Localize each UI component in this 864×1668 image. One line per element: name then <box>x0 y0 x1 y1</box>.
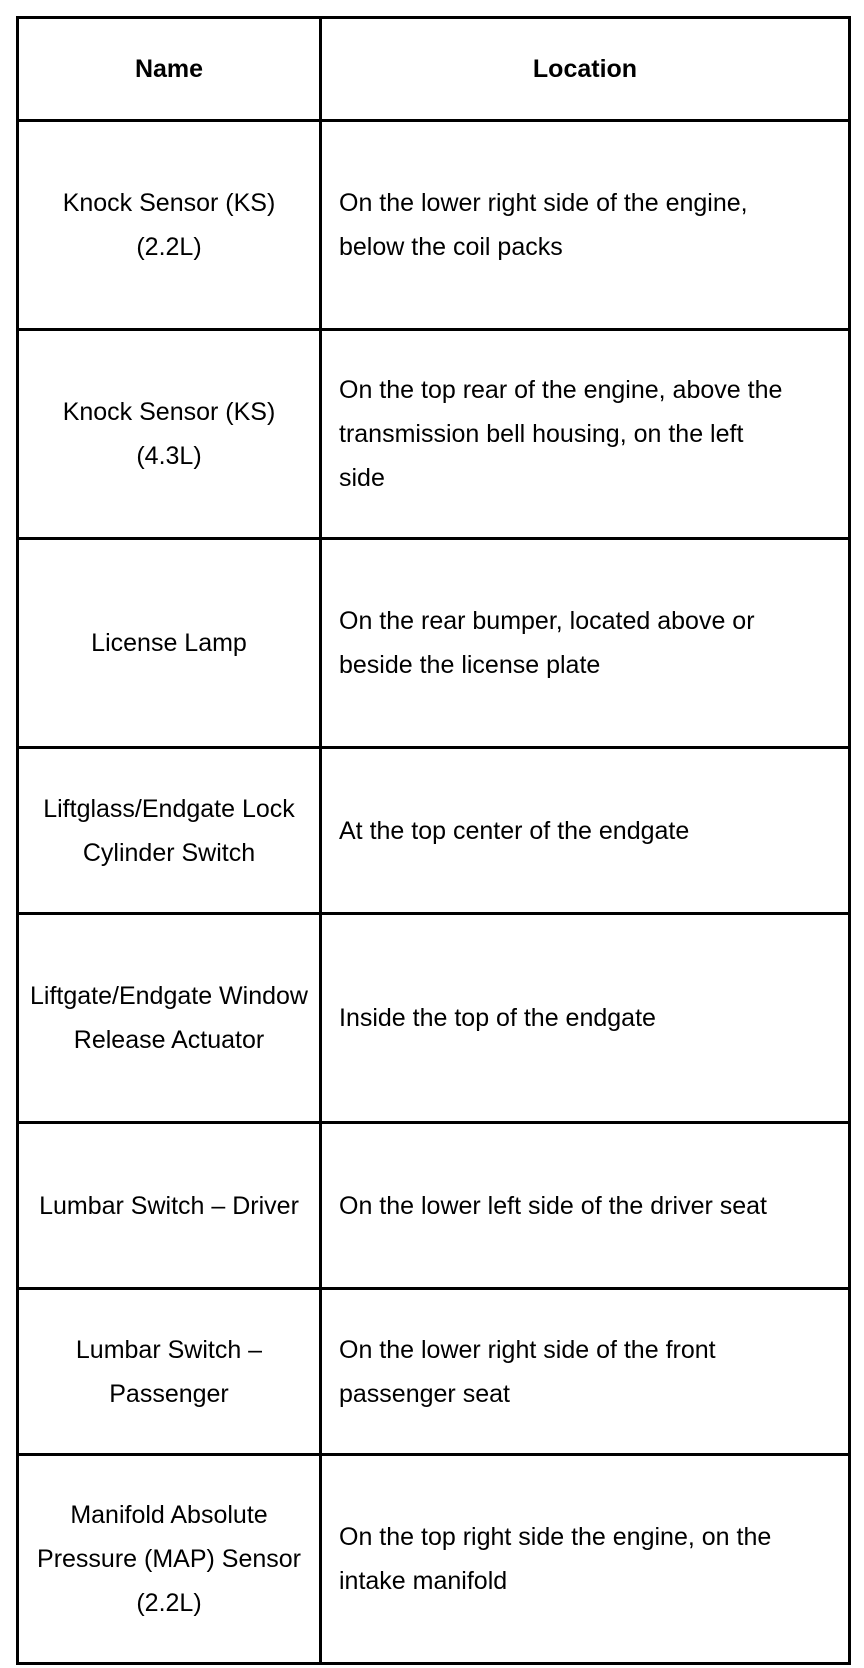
component-name: Knock Sensor (KS) (2.2L) <box>18 121 321 330</box>
component-location: On the top rear of the engine, above the transmission bell housing, on the left side <box>321 330 850 539</box>
header-name: Name <box>18 18 321 121</box>
component-location-table-container <box>16 16 848 1665</box>
table-row <box>18 748 850 914</box>
component-name: Manifold Absolute Pressure (MAP) Sensor (2.2L) <box>18 1455 321 1664</box>
component-name: Knock Sensor (KS) (4.3L) <box>18 330 321 539</box>
component-name: Liftglass/Endgate Lock Cylinder Switch <box>18 748 321 914</box>
component-location: On the lower left side of the driver seat <box>321 1123 850 1289</box>
component-name: Liftgate/Endgate Window Release Actuator <box>18 914 321 1123</box>
table-row <box>18 1123 850 1289</box>
component-location: On the rear bumper, located above or beside the license plate <box>321 539 850 748</box>
table-row <box>18 1455 850 1664</box>
component-location: At the top center of the endgate <box>321 748 850 914</box>
table-row <box>18 330 850 539</box>
header-location: Location <box>321 18 850 121</box>
table-header-row <box>18 18 850 121</box>
table-row <box>18 121 850 330</box>
component-location: Inside the top of the endgate <box>321 914 850 1123</box>
component-location-table <box>16 16 851 1665</box>
component-location: On the top right side the engine, on the intake manifold <box>321 1455 850 1664</box>
component-location: On the lower right side of the front passenger seat <box>321 1289 850 1455</box>
component-name: Lumbar Switch – Driver <box>18 1123 321 1289</box>
table-row <box>18 914 850 1123</box>
component-name: Lumbar Switch – Passenger <box>18 1289 321 1455</box>
component-location: On the lower right side of the engine, below the coil packs <box>321 121 850 330</box>
component-name: License Lamp <box>18 539 321 748</box>
table-row <box>18 539 850 748</box>
table-row <box>18 1289 850 1455</box>
